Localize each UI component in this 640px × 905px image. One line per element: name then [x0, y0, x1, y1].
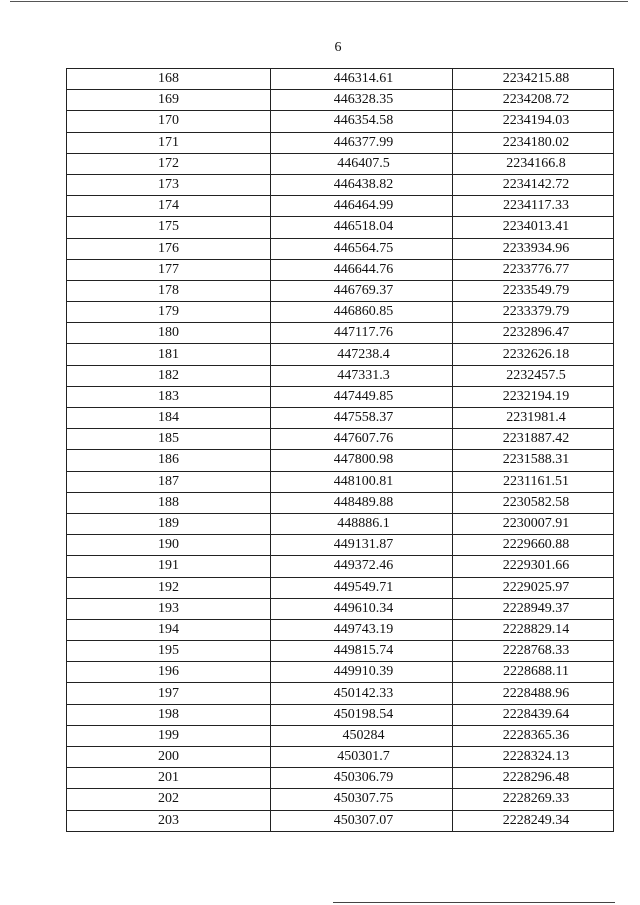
- table-row: [67, 598, 614, 619]
- coordinate-table-body: [67, 69, 614, 832]
- point-id-cell: 169: [67, 90, 271, 111]
- point-id-cell: 174: [67, 196, 271, 217]
- point-id-cell: 197: [67, 683, 271, 704]
- table-row: [67, 196, 614, 217]
- table-row: [67, 747, 614, 768]
- table-row: [67, 344, 614, 365]
- x-coordinate-cell: 447800.98: [271, 450, 453, 471]
- table-row: [67, 789, 614, 810]
- table-row: [67, 90, 614, 111]
- x-coordinate-cell: 447558.37: [271, 408, 453, 429]
- y-coordinate-cell: 2234013.41: [453, 217, 614, 238]
- x-coordinate-cell: 446518.04: [271, 217, 453, 238]
- y-coordinate-cell: 2232896.47: [453, 323, 614, 344]
- point-id-cell: 178: [67, 280, 271, 301]
- table-row: [67, 111, 614, 132]
- x-coordinate-cell: 446328.35: [271, 90, 453, 111]
- table-row: [67, 153, 614, 174]
- x-coordinate-cell: 450198.54: [271, 704, 453, 725]
- point-id-cell: 173: [67, 174, 271, 195]
- table-row: [67, 556, 614, 577]
- point-id-cell: 183: [67, 386, 271, 407]
- table-row: [67, 492, 614, 513]
- table-row: [67, 69, 614, 90]
- point-id-cell: 195: [67, 641, 271, 662]
- point-id-cell: 181: [67, 344, 271, 365]
- table-row: [67, 132, 614, 153]
- table-row: [67, 365, 614, 386]
- table-row: [67, 302, 614, 323]
- y-coordinate-cell: 2229025.97: [453, 577, 614, 598]
- y-coordinate-cell: 2228439.64: [453, 704, 614, 725]
- table-row: [67, 408, 614, 429]
- x-coordinate-cell: 446354.58: [271, 111, 453, 132]
- top-rule: [10, 1, 628, 2]
- y-coordinate-cell: 2233776.77: [453, 259, 614, 280]
- table-row: [67, 513, 614, 534]
- y-coordinate-cell: 2229660.88: [453, 535, 614, 556]
- bottom-rule: [333, 902, 615, 903]
- x-coordinate-cell: 446314.61: [271, 69, 453, 90]
- y-coordinate-cell: 2232626.18: [453, 344, 614, 365]
- table-row: [67, 535, 614, 556]
- point-id-cell: 185: [67, 429, 271, 450]
- y-coordinate-cell: 2234208.72: [453, 90, 614, 111]
- y-coordinate-cell: 2233379.79: [453, 302, 614, 323]
- y-coordinate-cell: 2230007.91: [453, 513, 614, 534]
- table-row: [67, 725, 614, 746]
- x-coordinate-cell: 450306.79: [271, 768, 453, 789]
- y-coordinate-cell: 2228324.13: [453, 747, 614, 768]
- y-coordinate-cell: 2233934.96: [453, 238, 614, 259]
- x-coordinate-cell: 450307.07: [271, 810, 453, 831]
- x-coordinate-cell: 449610.34: [271, 598, 453, 619]
- point-id-cell: 171: [67, 132, 271, 153]
- x-coordinate-cell: 448489.88: [271, 492, 453, 513]
- y-coordinate-cell: 2228949.37: [453, 598, 614, 619]
- table-row: [67, 238, 614, 259]
- y-coordinate-cell: 2228365.36: [453, 725, 614, 746]
- y-coordinate-cell: 2228269.33: [453, 789, 614, 810]
- table-row: [67, 577, 614, 598]
- y-coordinate-cell: 2228688.11: [453, 662, 614, 683]
- point-id-cell: 187: [67, 471, 271, 492]
- y-coordinate-cell: 2231981.4: [453, 408, 614, 429]
- x-coordinate-cell: 449549.71: [271, 577, 453, 598]
- table-row: [67, 768, 614, 789]
- table-row: [67, 323, 614, 344]
- point-id-cell: 198: [67, 704, 271, 725]
- point-id-cell: 194: [67, 619, 271, 640]
- point-id-cell: 179: [67, 302, 271, 323]
- x-coordinate-cell: 449815.74: [271, 641, 453, 662]
- point-id-cell: 184: [67, 408, 271, 429]
- table-row: [67, 704, 614, 725]
- point-id-cell: 193: [67, 598, 271, 619]
- x-coordinate-cell: 446377.99: [271, 132, 453, 153]
- x-coordinate-cell: 447238.4: [271, 344, 453, 365]
- point-id-cell: 172: [67, 153, 271, 174]
- point-id-cell: 186: [67, 450, 271, 471]
- x-coordinate-cell: 450307.75: [271, 789, 453, 810]
- x-coordinate-cell: 448886.1: [271, 513, 453, 534]
- y-coordinate-cell: 2231887.42: [453, 429, 614, 450]
- x-coordinate-cell: 450142.33: [271, 683, 453, 704]
- x-coordinate-cell: 447117.76: [271, 323, 453, 344]
- x-coordinate-cell: 449743.19: [271, 619, 453, 640]
- point-id-cell: 188: [67, 492, 271, 513]
- x-coordinate-cell: 450284: [271, 725, 453, 746]
- x-coordinate-cell: 446438.82: [271, 174, 453, 195]
- table-row: [67, 471, 614, 492]
- table-row: [67, 619, 614, 640]
- table-row: [67, 662, 614, 683]
- y-coordinate-cell: 2228249.34: [453, 810, 614, 831]
- x-coordinate-cell: 446564.75: [271, 238, 453, 259]
- point-id-cell: 168: [67, 69, 271, 90]
- y-coordinate-cell: 2228296.48: [453, 768, 614, 789]
- x-coordinate-cell: 449910.39: [271, 662, 453, 683]
- y-coordinate-cell: 2234142.72: [453, 174, 614, 195]
- point-id-cell: 192: [67, 577, 271, 598]
- point-id-cell: 175: [67, 217, 271, 238]
- y-coordinate-cell: 2231588.31: [453, 450, 614, 471]
- point-id-cell: 196: [67, 662, 271, 683]
- y-coordinate-cell: 2228829.14: [453, 619, 614, 640]
- point-id-cell: 202: [67, 789, 271, 810]
- point-id-cell: 191: [67, 556, 271, 577]
- point-id-cell: 199: [67, 725, 271, 746]
- x-coordinate-cell: 449131.87: [271, 535, 453, 556]
- table-row: [67, 429, 614, 450]
- point-id-cell: 189: [67, 513, 271, 534]
- point-id-cell: 200: [67, 747, 271, 768]
- x-coordinate-cell: 446644.76: [271, 259, 453, 280]
- y-coordinate-cell: 2234180.02: [453, 132, 614, 153]
- table-row: [67, 280, 614, 301]
- y-coordinate-cell: 2230582.58: [453, 492, 614, 513]
- y-coordinate-cell: 2234215.88: [453, 69, 614, 90]
- table-row: [67, 641, 614, 662]
- table-row: [67, 217, 614, 238]
- point-id-cell: 176: [67, 238, 271, 259]
- page-number: 6: [334, 40, 342, 55]
- x-coordinate-cell: 447331.3: [271, 365, 453, 386]
- table-row: [67, 174, 614, 195]
- x-coordinate-cell: 446860.85: [271, 302, 453, 323]
- x-coordinate-cell: 450301.7: [271, 747, 453, 768]
- y-coordinate-cell: 2228768.33: [453, 641, 614, 662]
- point-id-cell: 203: [67, 810, 271, 831]
- table-row: [67, 450, 614, 471]
- table-row: [67, 386, 614, 407]
- table-row: [67, 683, 614, 704]
- y-coordinate-cell: 2234166.8: [453, 153, 614, 174]
- y-coordinate-cell: 2233549.79: [453, 280, 614, 301]
- y-coordinate-cell: 2228488.96: [453, 683, 614, 704]
- point-id-cell: 182: [67, 365, 271, 386]
- point-id-cell: 180: [67, 323, 271, 344]
- x-coordinate-cell: 447449.85: [271, 386, 453, 407]
- y-coordinate-cell: 2231161.51: [453, 471, 614, 492]
- y-coordinate-cell: 2229301.66: [453, 556, 614, 577]
- table-row: [67, 259, 614, 280]
- x-coordinate-cell: 446464.99: [271, 196, 453, 217]
- coordinate-table: [66, 68, 614, 832]
- y-coordinate-cell: 2232457.5: [453, 365, 614, 386]
- x-coordinate-cell: 447607.76: [271, 429, 453, 450]
- table-row: [67, 810, 614, 831]
- x-coordinate-cell: 448100.81: [271, 471, 453, 492]
- x-coordinate-cell: 446769.37: [271, 280, 453, 301]
- point-id-cell: 190: [67, 535, 271, 556]
- x-coordinate-cell: 449372.46: [271, 556, 453, 577]
- x-coordinate-cell: 446407.5: [271, 153, 453, 174]
- y-coordinate-cell: 2234194.03: [453, 111, 614, 132]
- y-coordinate-cell: 2234117.33: [453, 196, 614, 217]
- point-id-cell: 170: [67, 111, 271, 132]
- point-id-cell: 177: [67, 259, 271, 280]
- y-coordinate-cell: 2232194.19: [453, 386, 614, 407]
- point-id-cell: 201: [67, 768, 271, 789]
